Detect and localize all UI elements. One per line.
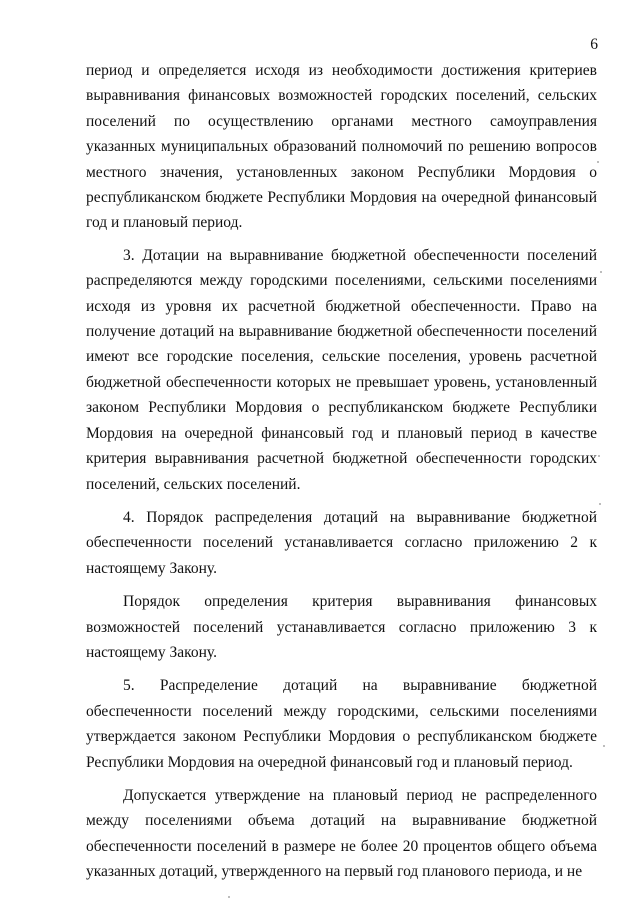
paragraph-item-4: 4. Порядок распределения дотаций на выравнивание бюджетной обеспеченности поселений устанавливается согласно приложению 2 к настоящему Закону. bbox=[86, 508, 597, 577]
paragraph-allowance: Допускается утверждение на плановый период не распределенного между поселениями объема дотаций на выравнивание бюджетной обеспеченности поселений в размере не более 20 процентов общего объема указанных дотаций, утвержденного на первый год планового периода, и не bbox=[86, 786, 597, 881]
scan-mark bbox=[600, 271, 602, 273]
page-number: 6 bbox=[590, 36, 598, 53]
scan-mark bbox=[228, 896, 230, 898]
scan-mark bbox=[599, 503, 601, 505]
paragraph-item-5: 5. Распределение дотаций на выравнивание бюджетной обеспеченности поселений между городскими, сельскими поселениями утверждается законом Республики Мордовия о республиканском бюджете Республики Мордовия на очередной финансовый год и плановый период. bbox=[86, 677, 597, 771]
scan-mark bbox=[598, 455, 600, 457]
paragraph-order-criteria: Порядок определения критерия выравнивания финансовых возможностей поселений устанавливается согласно приложению 3 к настоящему Закону. bbox=[86, 593, 597, 661]
document-body bbox=[86, 58, 597, 885]
scan-mark bbox=[597, 161, 599, 163]
paragraph-continuation: период и определяется исходя из необходимости достижения критериев выравнивания финансовых возможностей городских поселений, сельских поселений по осуществлению органами местного самоуправления указанных муниципальных образований полномочий по решению вопросов местного значения, установленных законом Республики Мордовия о республиканском бюджете Республики Мордовия на очередной финансовый год и плановый период. bbox=[86, 62, 597, 232]
scan-mark bbox=[603, 745, 605, 747]
paragraph-item-3: 3. Дотации на выравнивание бюджетной обеспеченности поселений распределяются между городскими поселениями, сельскими поселениями исходя из уровня их расчетной бюджетной обеспеченности. Право на получение дотаций на выравнивание бюджетной обеспеченности поселений имеют все городские поселения, сельские поселения, уровень расчетной бюджетной обеспеченности которых не превышает уровень, установленный законом Республики Мордовия о республиканском бюджете Республики Мордовия на очередной финансовый год и плановый период в качестве критерия выравнивания расчетной бюджетной обеспеченности городских поселений, сельских поселений. bbox=[86, 246, 597, 493]
